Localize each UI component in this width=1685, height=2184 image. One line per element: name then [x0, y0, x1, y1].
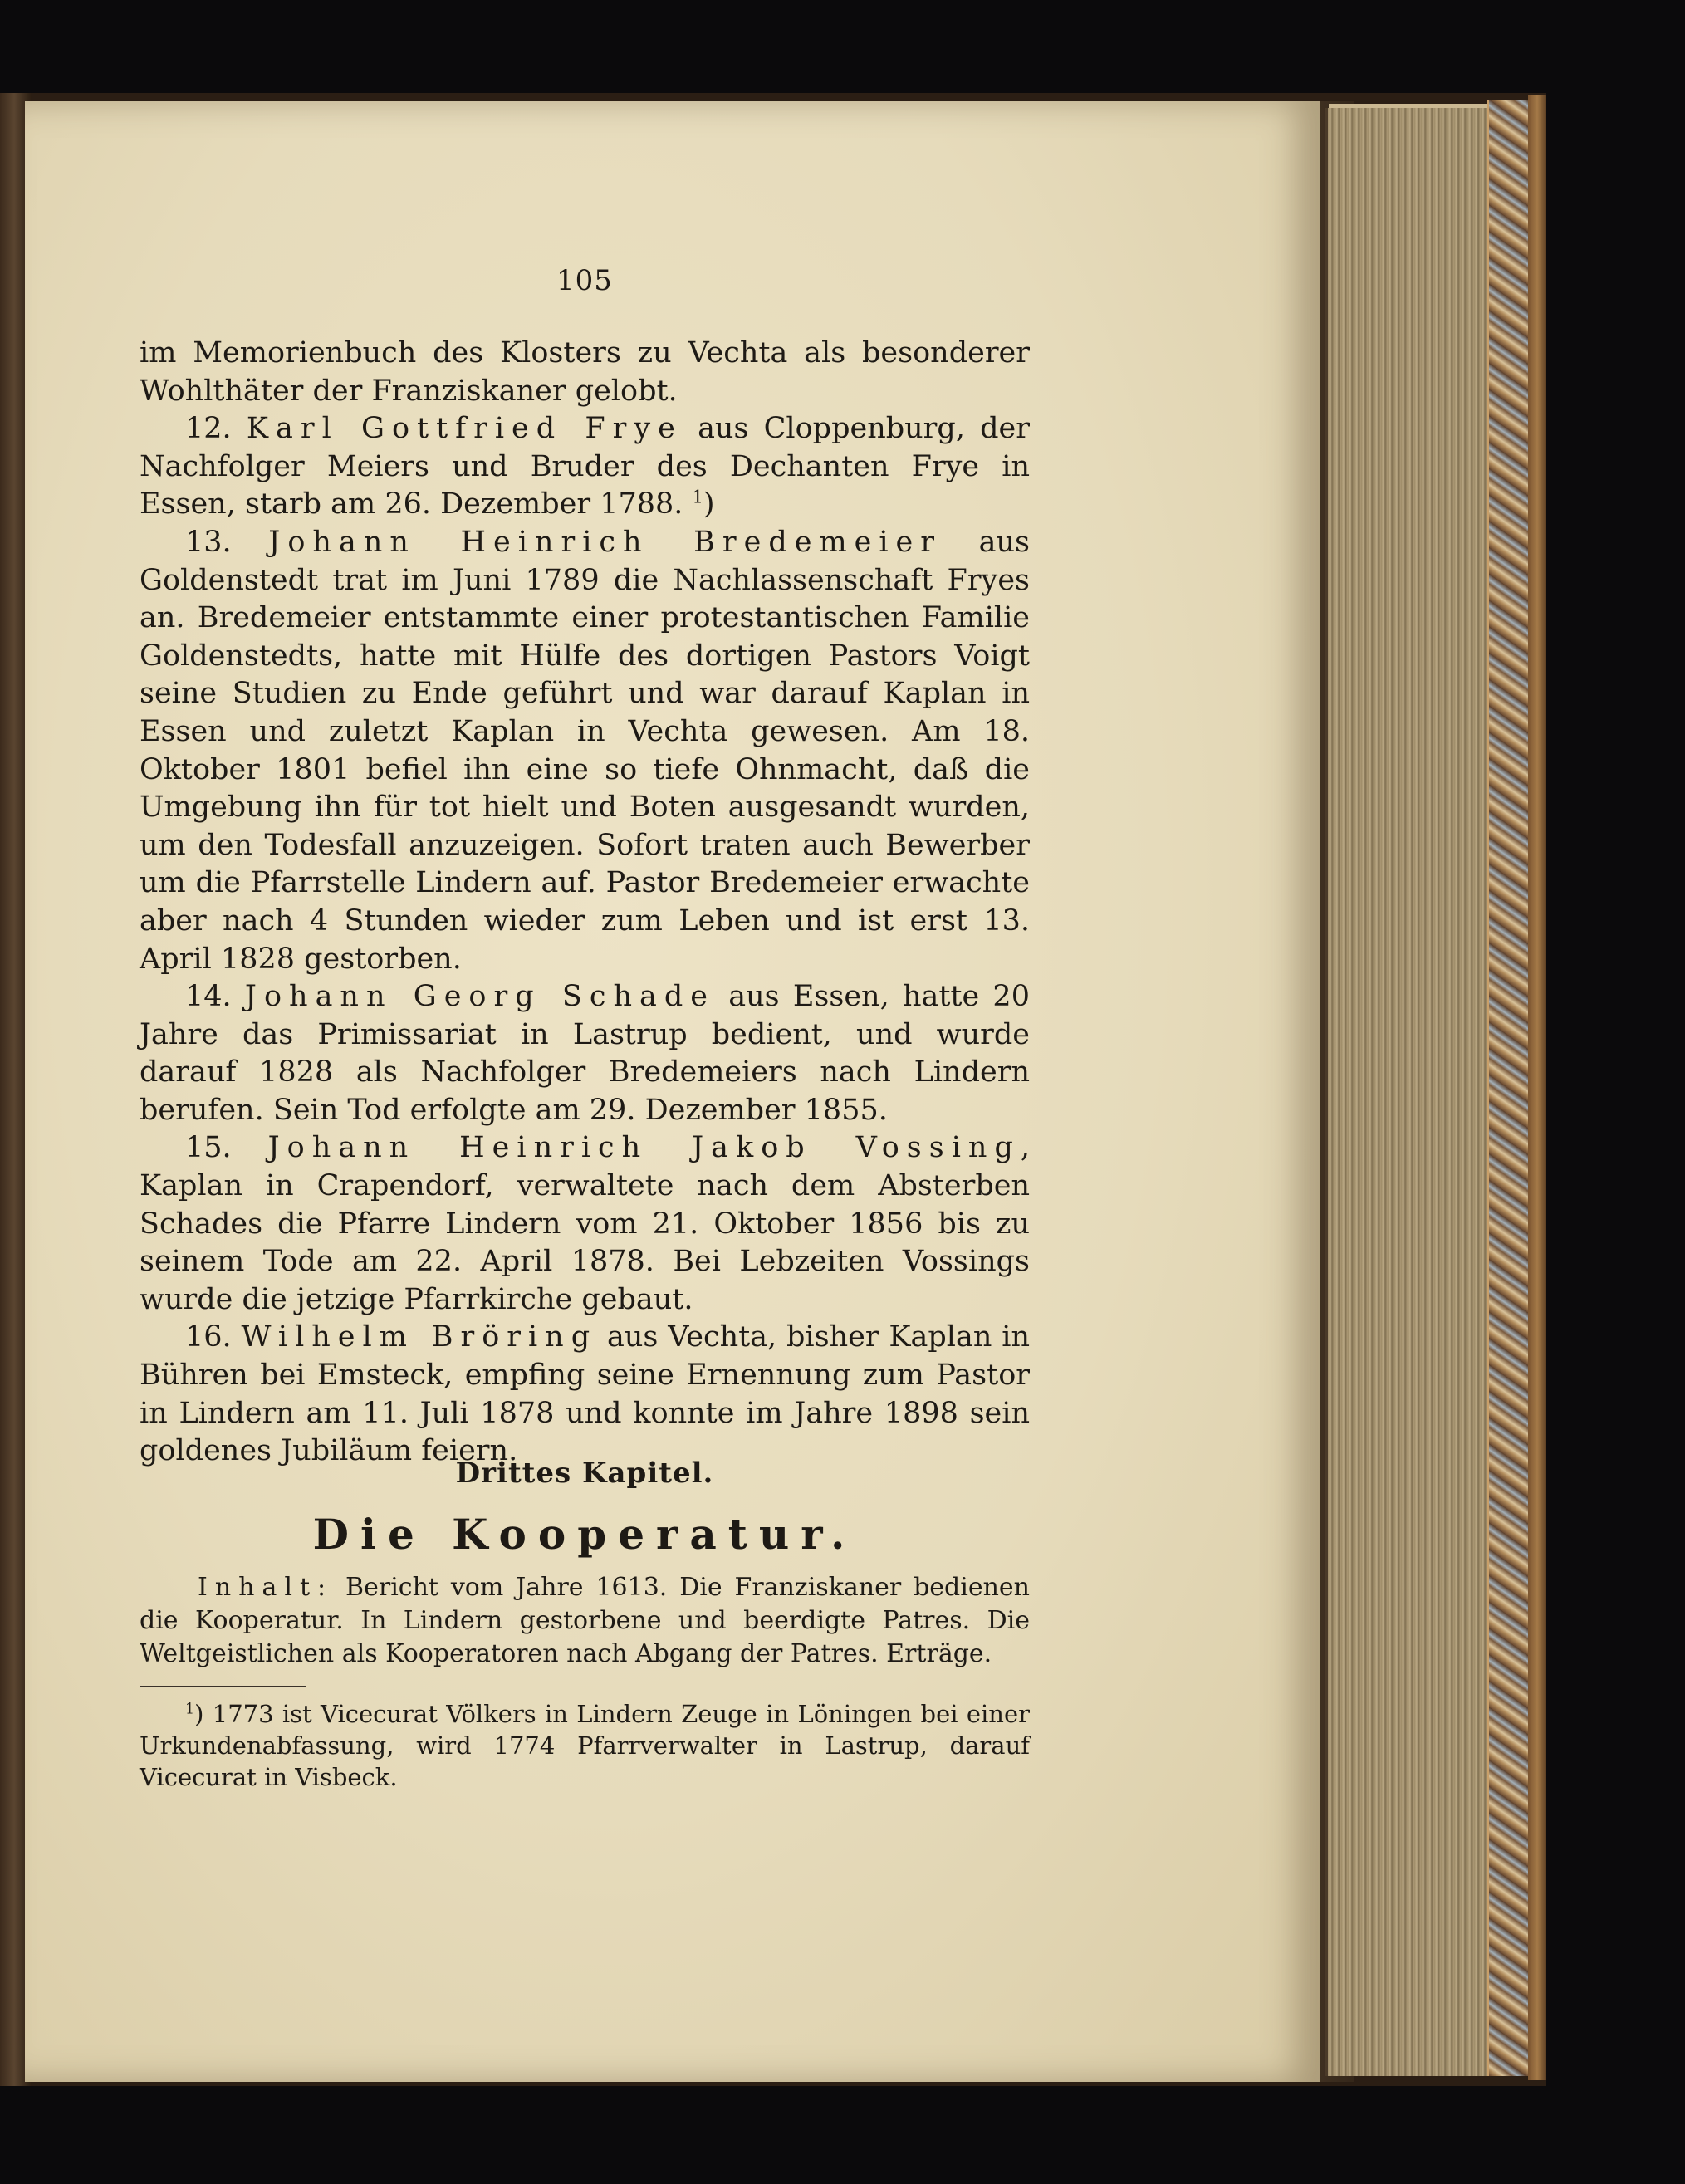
paragraph-text: aus Goldenstedt trat im Juni 1789 die Nachlassenschaft Fryes an. Bredemeier entstammte einer protestantischen Familie Goldenstedts, hatte mit Hülfe des dortigen Pastors Voigt seine Studien zu Ende geführt und war darauf Kaplan in Essen und zuletzt Kaplan in Vechta gewesen. Am 18. Oktober 1801 befiel ihn eine so tiefe Ohnmacht, daß die Umgebung ihn für tot hielt und Boten ausgesandt wurden, um den Todesfall anzuzeigen. Sofort traten auch Bewerber um die Pfarrstelle Lindern auf. Pastor Bredemeier erwachte aber nach 4 Stunden wieder zum Leben und ist erst 13. April 1828 gestorben.	[140, 525, 1030, 976]
paragraph-text: aus Cloppenburg, der Nachfolger Meiers und Bruder des Dechanten Frye in Essen, starb am 26. Dezember 1788.	[140, 412, 1030, 522]
body-paragraphs	[140, 335, 1030, 1471]
person-name: Johann Heinrich Bredemeier	[268, 525, 942, 559]
paragraph-13	[140, 524, 1030, 978]
page-number: 105	[556, 264, 613, 297]
person-name: Karl Gottfried Frye	[246, 412, 683, 446]
page-stack-edges	[1325, 108, 1490, 2076]
paragraph-text: aus Vechta, bisher Kaplan in Bühren bei Emsteck, empfing seine Ernennung zum Pastor in Lindern am 11. Juli 1878 und konnte im Jahre 1898 sein goldenes Jubiläum feiern.	[140, 1320, 1030, 1468]
summary-text: Bericht vom Jahre 1613. Die Franziskaner bedienen die Kooperatur. In Lindern gestorbene und beerdigte Patres. Die Weltgeistlichen als Kooperatoren nach Abgang der Patres. Erträge.	[140, 1573, 1030, 1668]
footnote-mark-close: )	[194, 1700, 204, 1728]
paragraph-text: im Memorienbuch des Klosters zu Vechta als besonderer Wohlthäter der Franziskaner gelobt.	[140, 336, 1030, 408]
paragraph-text: aus Essen, hatte 20 Jahre das Primissariat in Lastrup bedient, und wurde darauf 1828 als Nachfolger Bredemeiers nach Lindern berufen. Sein Tod erfolgte am 29. Dezember 1855.	[140, 980, 1030, 1127]
person-name: Johann Georg Schade	[244, 980, 715, 1014]
footnote-ref: 1	[692, 487, 703, 507]
person-name: Wilhelm Bröring	[241, 1320, 598, 1354]
chapter-label: Drittes Kapitel.	[455, 1457, 714, 1490]
entry-number: 13.	[185, 525, 232, 559]
chapter-title: Die Kooperatur.	[312, 1510, 857, 1559]
paragraph-text: , Kaplan in Crapendorf, verwaltete nach dem Absterben Schades die Pfarre Lindern vom 21. Oktober 1856 bis zu seinem Tode am 22. April 1878. Bei Lebzeiten Vossings wurde die jetzige Pfarrkirche gebaut.	[140, 1131, 1030, 1316]
footnote	[140, 1698, 1030, 1793]
paragraph-14	[140, 978, 1030, 1129]
entry-number: 14.	[185, 980, 232, 1014]
paragraph-continued	[140, 335, 1030, 410]
chapter-summary	[140, 1571, 1030, 1671]
entry-number: 12.	[185, 412, 232, 446]
paragraph-12	[140, 410, 1030, 524]
entry-number: 15.	[185, 1131, 232, 1165]
footnote-ref-close: )	[703, 487, 715, 522]
paragraph-15	[140, 1129, 1030, 1319]
footnote-mark: 1	[185, 1701, 195, 1718]
paragraph-16	[140, 1319, 1030, 1470]
footnote-divider	[140, 1686, 306, 1687]
book-cover-edge	[1528, 95, 1546, 2080]
footnote-text: 1773 ist Vicecurat Völkers in Lindern Zeuge in Löningen bei einer Urkundenabfassung, wird 1774 Pfarrverwalter in Lastrup, darauf Vicecurat in Visbeck.	[140, 1700, 1031, 1791]
person-name: Johann Heinrich Jakob Vossing	[267, 1131, 1021, 1165]
summary-label: Inhalt:	[198, 1573, 334, 1602]
entry-number: 16.	[185, 1320, 232, 1354]
